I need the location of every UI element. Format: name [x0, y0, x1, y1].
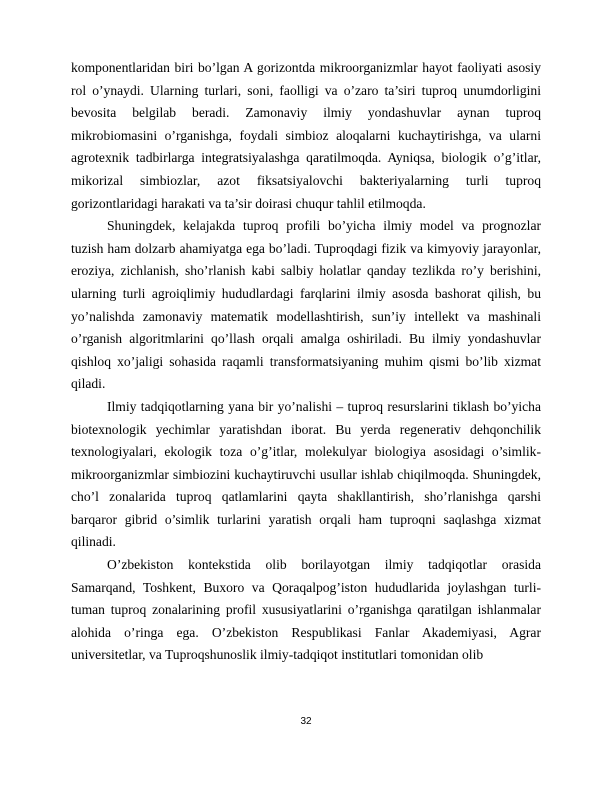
paragraph: Ilmiy tadqiqotlarning yana bir yo’nalishi – tuproq resurslarini tiklash bo’yicha biotexnologik yechimlar yaratishdan iborat. Bu yerda regenerativ dehqonchilik texnologiyalari, ekologik toza o’g’itlar, molekulyar biologiya asosidagi o’simlik-mikroorganizmlar simbiozini kuchaytiruvchi usullar ishlab chiqilmoqda. Shuningdek, cho’l zonalarida tuproq qatlamlarini qayta shakllantirish, sho’rlanishga qarshi barqaror gibrid o’simlik turlarini yaratish orqali ham tuproqni saqlashga xizmat qilinadi.	[71, 398, 541, 550]
page-number: 32	[300, 716, 312, 727]
paragraph: Shuningdek, kelajakda tuproq profili bo’yicha ilmiy model va prognozlar tuzish ham dolzarb ahamiyatga ega bo’ladi. Tuproqdagi fizik va kimyoviy jarayonlar, eroziya, zichlanish, sho’rlanish kabi salbiy holatlar qanday tezlikda ro’y berishini, ularning turli agroiqlimiy hududlardagi farqlarini ilmiy asosda bashorat qilish, bu yo’nalishda zamonaviy matematik modellashtirish, sun’iy intellekt va mashinali o’rganish algoritmlarini qo’llash orqali amalga oshiriladi. Bu ilmiy yondashuvlar qishloq xo’jaligi sohasida raqamli transformatsiyaning muhim qismi bo’lib xizmat qiladi.	[71, 218, 541, 392]
paragraph: O’zbekiston kontekstida olib borilayotgan ilmiy tadqiqotlar orasida Samarqand, Toshkent, Buxoro va Qoraqalpog’iston hududlarida joylashgan turli-tuman tuproq zonalarining profil xususiyatlarini o’rganishga qaratilgan ishlanmalar alohida o’ringa ega. O’zbekiston Respublikasi Fanlar Akademiyasi, Agrar universitetlar, va Tuproqshunoslik ilmiy-tadqiqot institutlari tomonidan olib	[71, 557, 541, 663]
body-text	[71, 57, 541, 667]
paragraph-continuation: komponentlaridan biri bo’lgan A gorizontda mikroorganizmlar hayot faoliyati asosiy rol o’ynaydi. Ularning turlari, soni, faolligi va o’zaro ta’siri tuproq unumdorligini bevosita belgilab beradi. Zamonaviy ilmiy yondashuvlar aynan tuproq mikrobiomasini o’rganishga, foydali simbioz aloqalarni kuchaytirishga, va ularni agrotexnik tadbirlarga integratsiyalashga qaratilmoqda. Ayniqsa, biologik o’g’itlar, mikorizal simbiozlar, azot fiksatsiyalovchi bakteriyalarning turli tuproq gorizontlaridagi harakati va ta’sir doirasi chuqur tahlil etilmoqda.	[71, 60, 541, 211]
